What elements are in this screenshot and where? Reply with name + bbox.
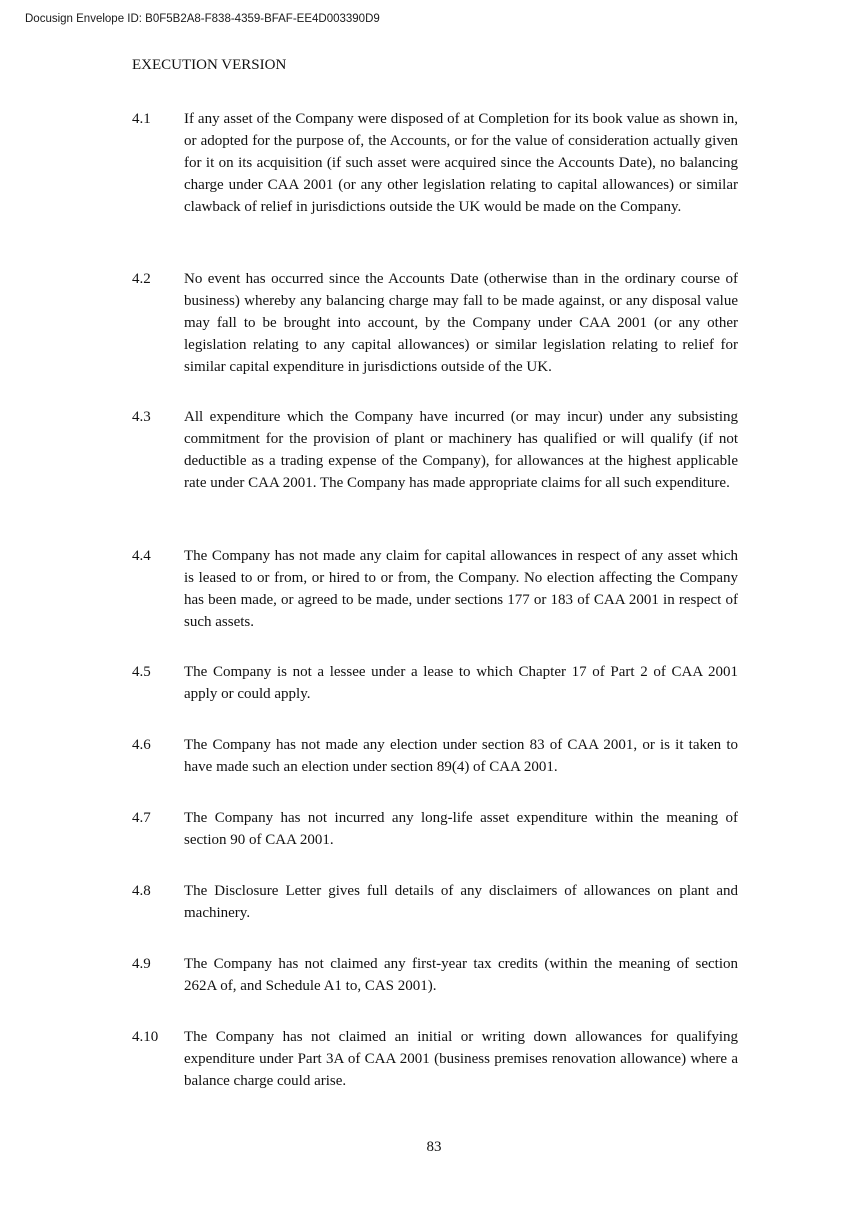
clause-4-6	[132, 734, 738, 778]
clause-number: 4.2	[132, 271, 151, 287]
page-number: 83	[426, 1139, 442, 1155]
execution-version-heading: EXECUTION VERSION	[132, 57, 287, 73]
clause-number: 4.7	[132, 810, 151, 826]
clause-number: 4.8	[132, 883, 151, 899]
clause-text: The Company has not incurred any long-life asset expenditure within the meaning of section 90 of CAA 2001.	[184, 810, 738, 848]
clause-number: 4.10	[132, 1029, 159, 1045]
clause-text: The Company has not claimed any first-year tax credits (within the meaning of section 262A of, and Schedule A1 to, CAS 2001).	[184, 956, 738, 994]
clause-4-5	[132, 661, 738, 705]
clause-4-9	[132, 953, 738, 997]
clause-text: All expenditure which the Company have incurred (or may incur) under any subsisting commitment for the provision of plant or machinery has qualified or will qualify (if not deductible as a trading expense of the Company), for allowances at the highest applicable rate under CAA 2001. The Company has made appropriate claims for all such expenditure.	[184, 409, 738, 491]
clause-4-2	[132, 268, 738, 378]
clause-text: No event has occurred since the Accounts Date (otherwise than in the ordinary course of business) whereby any balancing charge may fall to be made against, or any disposal value may fall to be brought into account, by the Company under CAA 2001 (or any other legislation relating to any capital allowances) or similar legislation relating to relief for similar capital expenditure in jurisdictions outside of the UK.	[184, 271, 738, 375]
clause-number: 4.6	[132, 737, 151, 753]
clause-number: 4.5	[132, 664, 151, 680]
clause-4-10	[132, 1026, 738, 1092]
clause-text: The Company is not a lessee under a lease to which Chapter 17 of Part 2 of CAA 2001 apply or could apply.	[184, 664, 738, 702]
clause-number: 4.3	[132, 409, 151, 425]
clause-text: The Company has not claimed an initial or writing down allowances for qualifying expenditure under Part 3A of CAA 2001 (business premises renovation allowance) where a balance charge could arise.	[184, 1029, 738, 1089]
clause-text: The Company has not made any claim for capital allowances in respect of any asset which is leased to or from, or hired to or from, the Company. No election affecting the Company has been made, or agreed to be made, under sections 177 or 183 of CAA 2001 in respect of such assets.	[184, 548, 738, 630]
clause-4-3	[132, 406, 738, 494]
clause-4-8	[132, 880, 738, 924]
clause-4-4	[132, 545, 738, 633]
clause-4-7	[132, 807, 738, 851]
clause-4-1	[132, 108, 738, 218]
clause-number: 4.9	[132, 956, 151, 972]
clause-number: 4.4	[132, 548, 151, 564]
clause-text: If any asset of the Company were disposed of at Completion for its book value as shown in, or adopted for the purpose of, the Accounts, or for the value of consideration actually given for it on its acquisition (if such asset were acquired since the Accounts Date), no balancing charge under CAA 2001 (or any other legislation relating to capital allowances) or similar clawback of relief in jurisdictions outside the UK would be made on the Company.	[184, 111, 738, 215]
clause-number: 4.1	[132, 111, 151, 127]
clause-text: The Company has not made any election under section 83 of CAA 2001, or is it taken to have made such an election under section 89(4) of CAA 2001.	[184, 737, 738, 775]
docusign-envelope-id: Docusign Envelope ID: B0F5B2A8-F838-4359-BFAF-EE4D003390D9	[25, 13, 380, 25]
clause-text: The Disclosure Letter gives full details of any disclaimers of allowances on plant and machinery.	[184, 883, 738, 921]
